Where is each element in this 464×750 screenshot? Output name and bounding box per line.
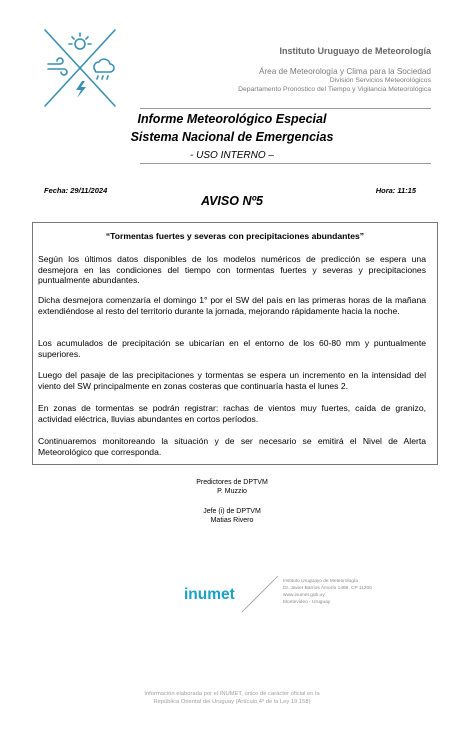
usage-label: - USO INTERNO –: [190, 150, 274, 161]
footer-divider-icon: [240, 575, 280, 613]
signature-role-forecasters: Predictores de DPTVM: [196, 479, 268, 486]
contact-line: Dr. Javier Barrios Amorín 1488. CP 11200: [283, 586, 372, 591]
notice-paragraph: Los acumulados de precipitación se ubicarían en el entorno de los 60-80 mm y puntualmente superiores.: [38, 338, 426, 359]
notice-paragraph: Dicha desmejora comenzaría el domingo 1° por el SW del país en las primeras horas de la mañana extendiéndose al resto del territorio durante la jornada, mejorando rápidamente hacia la noche.: [38, 295, 426, 316]
signature-role-chief: Jefe (i) de DPTVM: [203, 508, 261, 515]
area-name: Área de Meteorología y Clima para la Sociedad: [258, 67, 431, 76]
contact-line: www.inumet.gub.uy: [283, 593, 325, 598]
report-time: Hora: 11:15: [375, 186, 416, 195]
inumet-weather-logo-icon: [40, 28, 120, 108]
inumet-brand-logo: inumet: [184, 586, 235, 603]
report-subtitle: Sistema Nacional de Emergencias: [130, 130, 334, 144]
notice-heading: “Tormentas fuertes y severas con precipitaciones abundantes”: [105, 231, 365, 241]
signature-name-chief: Matias Rivero: [210, 517, 254, 524]
legal-disclaimer-line: Información elaborada por el INUMET, único de carácter oficial en la: [144, 691, 320, 697]
title-top-divider: [140, 108, 431, 109]
report-date: Fecha: 29/11/2024: [44, 186, 108, 195]
notice-paragraph: En zonas de tormentas se podrán registrar: rachas de vientos muy fuertes, caída de granizo, actividad eléctrica, lluvias abundantes en cortos períodos.: [38, 403, 426, 424]
contact-line: Montevideo - Uruguay: [283, 600, 331, 605]
signature-name-forecaster: P. Muzzio: [217, 488, 247, 495]
title-bottom-divider: [140, 163, 431, 164]
institution-name: Instituto Uruguayo de Meteorología: [279, 46, 431, 56]
notice-paragraph: Según los últimos datos disponibles de los modelos numéricos de predicción se espera una desmejora en las condiciones del tiempo con tormentas fuertes y severas y precipitaciones puntualmente abundantes.: [38, 254, 426, 286]
division-name: División Servicios Meteorológicos: [329, 77, 431, 84]
notice-number: AVISO Nº5: [201, 194, 263, 208]
notice-paragraph: Luego del pasaje de las precipitaciones y tormentas se espera un incremento en la intensidad del viento del SW principalmente en zonas costeras que continuaría hasta el lunes 2.: [38, 370, 426, 391]
notice-paragraph: Continuaremos monitoreando la situación y de ser necesario se emitirá el Nivel de Alerta Meteorológico que corresponda.: [38, 436, 426, 457]
contact-line: Instituto Uruguayo de Meteorología: [283, 579, 358, 584]
department-name: Departamento Pronóstico del Tiempo y Vigilancia Meteorológica: [238, 86, 431, 93]
report-title: Informe Meteorológico Especial: [137, 112, 327, 126]
legal-disclaimer-line: República Oriental del Uruguay (Artículo 4º de la Ley 19.158): [153, 699, 311, 705]
